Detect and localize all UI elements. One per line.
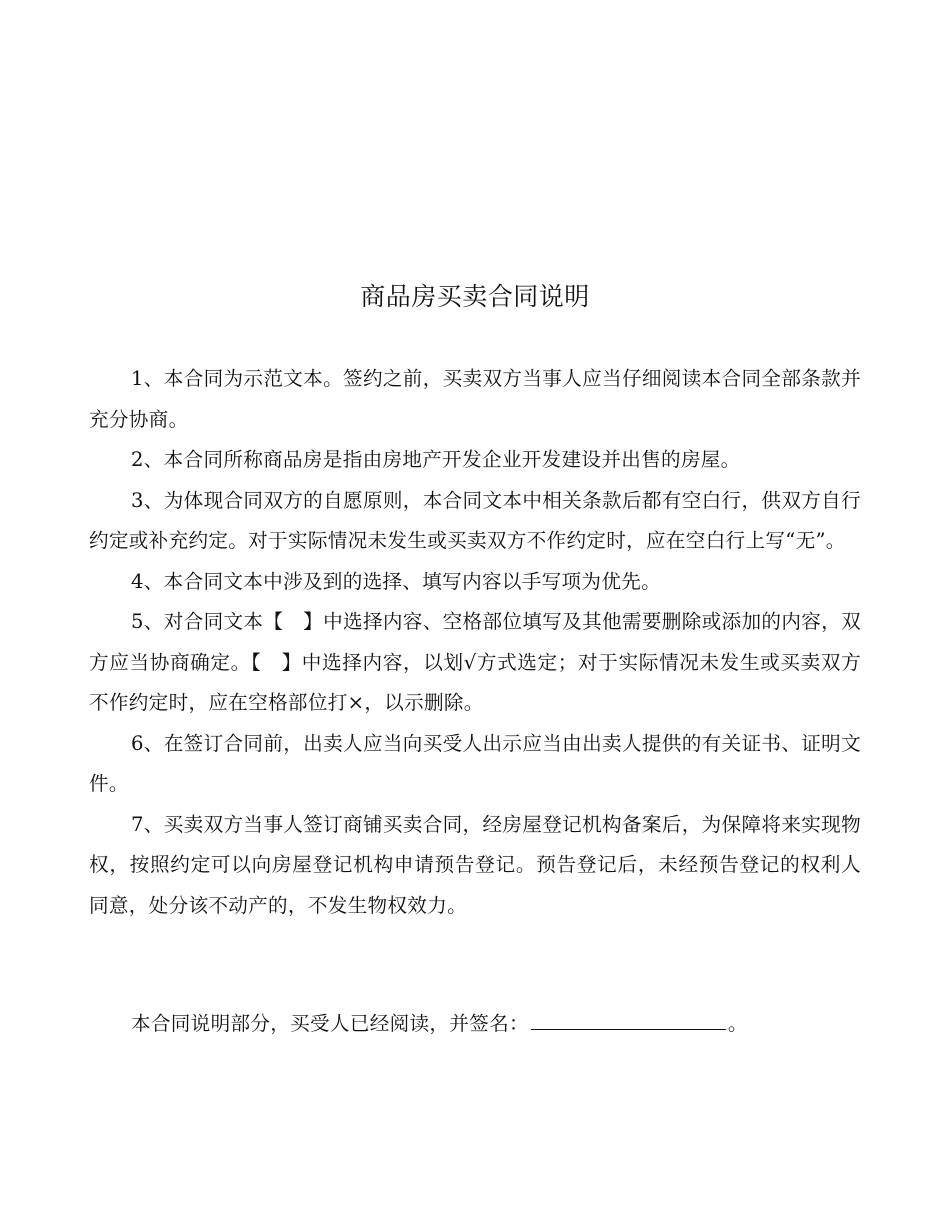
clause-5: 5、对合同文本【 】中选择内容、空格部位填写及其他需要删除或添加的内容，双方应当协商确定。【 】中选择内容，以划√方式选定；对于实际情况未发生或买卖双方不作约定时，应在空格部位打×，以示删除。 — [89, 610, 861, 714]
signature-prompt: 本合同说明部分，买受人已经阅读，并签名： — [131, 1012, 529, 1035]
signature-line — [131, 1004, 748, 1044]
page-title: 商品房买卖合同说明 — [360, 282, 590, 311]
clause-1: 1、本合同为示范文本。签约之前，买卖双方当事人应当仔细阅读本合同全部条款并充分协商。 — [89, 367, 861, 431]
clause-4: 4、本合同文本中涉及到的选择、填写内容以手写项为优先。 — [131, 569, 662, 593]
signature-blank[interactable] — [531, 1005, 726, 1030]
clause-3: 3、为体现合同双方的自愿原则，本合同文本中相关条款后都有空白行，供双方自行约定或补充约定。对于实际情况未发生或买卖双方不作约定时，应在空白行上写“无”。 — [89, 488, 861, 552]
clause-6: 6、在签订合同前，出卖人应当向买受人出示应当由出卖人提供的有关证书、证明文件。 — [89, 731, 861, 795]
clause-7: 7、买卖双方当事人签订商铺买卖合同，经房屋登记机构备案后，为保障将来实现物权，按照约定可以向房屋登记机构申请预告登记。预告登记后，未经预告登记的权利人同意，处分该不动产的，不发生物权效力。 — [89, 812, 861, 917]
clause-2: 2、本合同所称商品房是指由房地产开发企业开发建设并出售的房屋。 — [131, 448, 741, 471]
body-text — [89, 359, 861, 926]
signature-suffix: 。 — [727, 1012, 748, 1035]
